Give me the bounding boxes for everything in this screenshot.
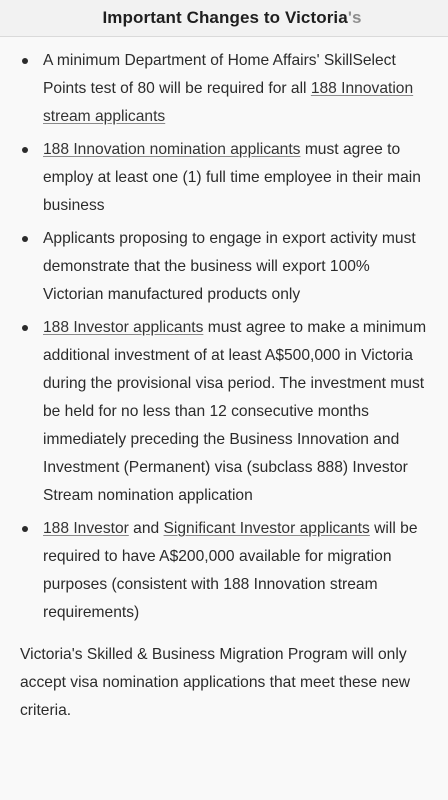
list-item bbox=[0, 136, 448, 220]
article-body bbox=[0, 47, 448, 725]
page-title-fade: 's bbox=[347, 8, 362, 27]
bullet-text: must agree to make a minimum additional investment of at least A$500,000 in Victoria during the provisional visa period. The investment must be held for no less than 12 consecutive months immediately preceding the Business Innovation and Investment (Permanent) visa (subclass 888) Investor Stream nomination application bbox=[43, 319, 427, 504]
innovation-nomination-applicants-link[interactable]: 188 Innovation nomination applicants bbox=[43, 141, 301, 158]
investor-applicants-link[interactable]: 188 Investor applicants bbox=[43, 319, 204, 336]
bullet-text: Applicants proposing to engage in export activity must demonstrate that the business will export 100% Victorian manufactured products only bbox=[43, 230, 416, 303]
bullet-text: will be required to have A$200,000 available for migration purposes (consistent with 188 Innovation stream requirements) bbox=[43, 520, 418, 621]
closing-paragraph: Victoria's Skilled & Business Migration Program will only accept visa nomination applications that meet these new criteria. bbox=[20, 646, 411, 719]
investor-link[interactable]: 188 Investor bbox=[43, 520, 129, 537]
changes-list bbox=[0, 47, 448, 627]
bullet-icon bbox=[22, 236, 28, 242]
innovation-stream-applicants-link[interactable]: 188 Innovation stream applicants bbox=[43, 80, 414, 125]
significant-investor-applicants-link[interactable]: Significant Investor applicants bbox=[163, 520, 370, 537]
bullet-text: must agree to employ at least one (1) full time employee in their main business bbox=[43, 141, 421, 214]
bullet-icon bbox=[22, 526, 28, 532]
bullet-text: A minimum Department of Home Affairs' SkillSelect Points test of 80 will be required for all bbox=[43, 52, 396, 97]
bullet-icon bbox=[22, 325, 28, 331]
bullet-icon bbox=[22, 58, 28, 64]
list-item bbox=[0, 47, 448, 131]
bullet-text: and bbox=[128, 520, 164, 537]
list-item bbox=[0, 314, 448, 510]
page-title-main: Important Changes to Victoria bbox=[102, 8, 348, 27]
list-item bbox=[0, 225, 448, 309]
page-header bbox=[0, 0, 448, 37]
list-item bbox=[0, 515, 448, 627]
page-title bbox=[102, 8, 361, 28]
bullet-icon bbox=[22, 147, 28, 153]
